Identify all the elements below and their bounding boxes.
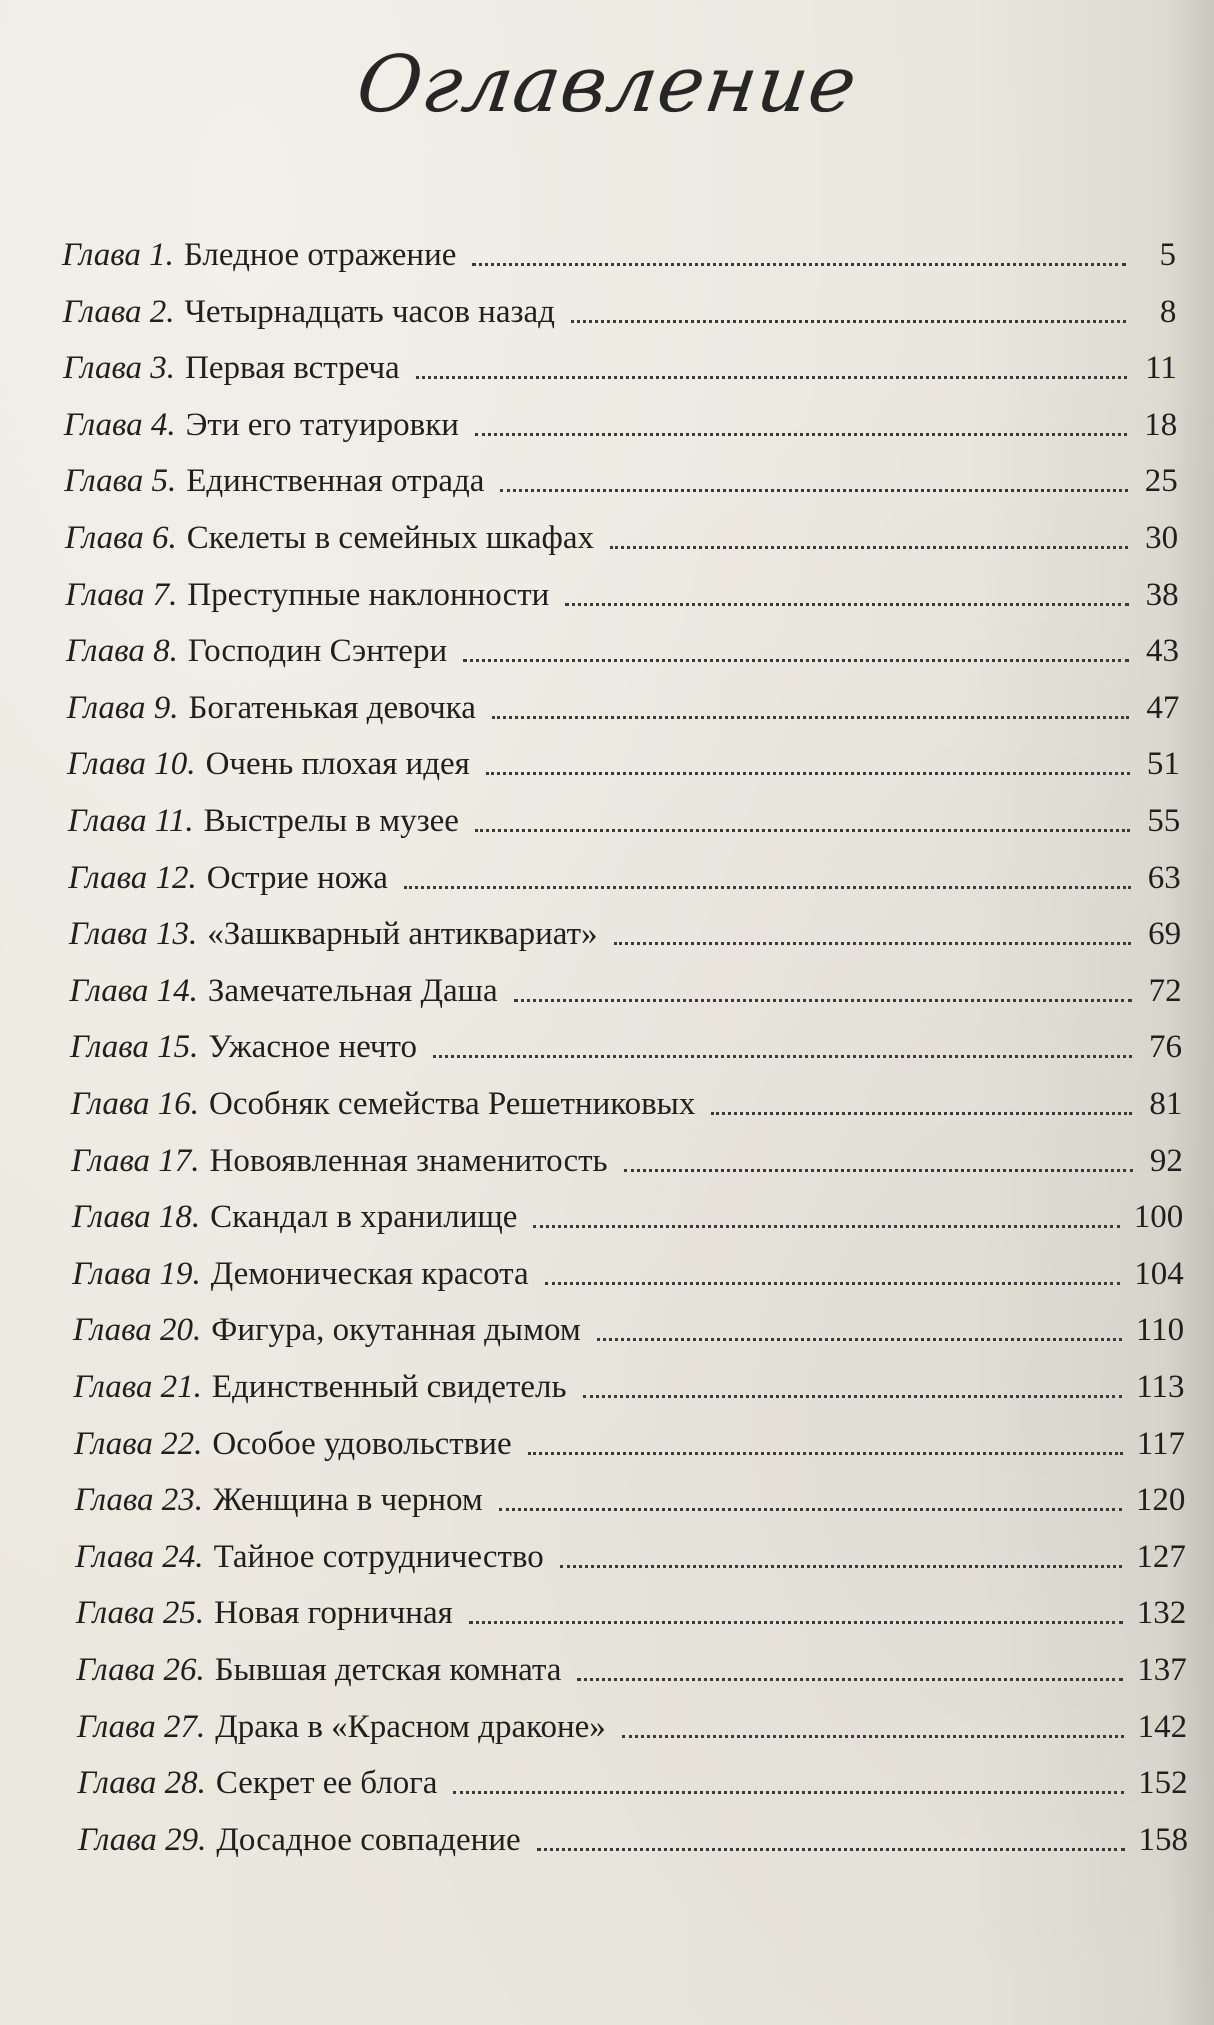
toc-entry	[77, 1702, 1187, 1752]
toc-entry	[75, 1475, 1186, 1525]
dot-leader	[475, 829, 1130, 832]
chapter-title: Четырнадцать часов назад	[184, 293, 555, 330]
chapter-number: Глава 12.	[68, 859, 197, 896]
page-number: 69	[1148, 916, 1182, 953]
page-number: 51	[1146, 746, 1180, 783]
page-number: 158	[1138, 1821, 1188, 1858]
chapter-title: Господин Сэнтери	[187, 633, 448, 670]
chapter-number: Глава 25.	[75, 1595, 205, 1632]
toc-entry	[63, 287, 1177, 337]
chapter-number: Глава 1.	[62, 237, 174, 273]
chapter-title: Досадное совпадение	[216, 1821, 521, 1858]
toc-entry	[71, 1136, 1183, 1186]
chapter-title: Драка в «Красном драконе»	[215, 1708, 606, 1745]
page-number: 137	[1137, 1652, 1187, 1688]
dot-leader	[433, 1055, 1132, 1058]
toc-entry	[76, 1645, 1186, 1695]
page-number: 152	[1138, 1765, 1188, 1802]
page-number: 5	[1159, 237, 1176, 273]
chapter-number: Глава 15.	[70, 1029, 199, 1066]
chapter-number: Глава 27.	[76, 1708, 206, 1745]
toc-entry	[64, 400, 1178, 450]
chapter-title: Выстрелы в музее	[203, 803, 459, 839]
toc-entry	[69, 966, 1181, 1016]
toc-entry	[76, 1588, 1187, 1638]
dot-leader	[610, 546, 1128, 549]
chapter-title: Замечательная Даша	[207, 972, 498, 1009]
dot-leader	[486, 772, 1130, 775]
chapter-number: Глава 3.	[63, 350, 176, 387]
dot-leader	[453, 1791, 1124, 1794]
chapter-title: Ужасное нечто	[208, 1029, 418, 1066]
page-number: 55	[1147, 803, 1181, 839]
toc-entry	[73, 1305, 1184, 1355]
dot-leader	[528, 1452, 1123, 1455]
chapter-number: Глава 29.	[78, 1821, 207, 1858]
chapter-number: Глава 23.	[74, 1482, 203, 1519]
toc-entry	[72, 1249, 1183, 1299]
chapter-number: Глава 11.	[67, 803, 194, 839]
chapter-title: Скелеты в семейных шкафах	[186, 520, 595, 556]
page-number: 92	[1149, 1142, 1183, 1179]
page-number: 11	[1145, 350, 1177, 387]
chapter-title: Новая горничная	[214, 1595, 453, 1632]
page-number: 38	[1145, 576, 1179, 613]
toc-entry	[73, 1362, 1184, 1412]
chapter-title: Новоявленная знаменитость	[209, 1142, 608, 1179]
toc-entry	[67, 739, 1180, 789]
chapter-number: Глава 10.	[67, 746, 196, 783]
dot-leader	[499, 1508, 1122, 1511]
toc-entry	[64, 456, 1177, 506]
toc-entry	[74, 1419, 1185, 1469]
page-number: 120	[1135, 1482, 1186, 1519]
chapter-title: Первая встреча	[185, 350, 400, 387]
chapter-number: Глава 21.	[73, 1369, 202, 1405]
chapter-title: Богатенькая девочка	[188, 689, 476, 726]
toc-entry	[77, 1758, 1187, 1808]
page-number: 117	[1136, 1425, 1185, 1462]
chapter-number: Глава 13.	[68, 916, 198, 953]
chapter-title: Секрет ее блога	[215, 1765, 438, 1802]
toc-entry	[62, 230, 1176, 280]
toc-entry	[75, 1532, 1186, 1582]
toc-entry	[65, 570, 1178, 620]
dot-leader	[577, 1678, 1123, 1681]
dot-leader	[560, 1565, 1123, 1568]
page-number: 43	[1146, 633, 1179, 670]
page-number: 142	[1137, 1708, 1188, 1745]
dot-leader	[597, 1338, 1122, 1341]
dot-leader	[475, 433, 1127, 436]
page-number: 63	[1147, 859, 1181, 896]
page-number: 110	[1135, 1312, 1185, 1349]
dot-leader	[565, 603, 1128, 606]
chapter-title: Единственная отрада	[186, 463, 485, 500]
dot-leader	[492, 716, 1130, 719]
toc-entry	[78, 1815, 1188, 1865]
page-number: 47	[1146, 689, 1180, 726]
chapter-number: Глава 8.	[66, 633, 178, 670]
page-number: 8	[1159, 293, 1177, 330]
chapter-title: Особняк семейства Решетниковых	[208, 1086, 696, 1122]
chapter-number: Глава 20.	[72, 1312, 202, 1349]
dot-leader	[583, 1395, 1123, 1398]
chapter-title: Очень плохая идея	[205, 746, 470, 783]
dot-leader	[472, 263, 1126, 266]
chapter-number: Глава 4.	[63, 406, 176, 443]
chapter-title: Эти его татуировки	[185, 406, 459, 443]
toc-entry	[65, 513, 1178, 563]
dot-leader	[624, 1169, 1133, 1172]
toc-entry	[68, 853, 1180, 903]
chapter-number: Глава 9.	[66, 689, 179, 726]
chapter-number: Глава 17.	[71, 1142, 200, 1179]
toc-entry	[71, 1079, 1183, 1129]
chapter-number: Глава 22.	[74, 1425, 203, 1462]
toc-entry	[68, 796, 1181, 846]
chapter-title: Фигура, окутанная дымом	[211, 1312, 581, 1349]
dot-leader	[545, 1282, 1121, 1285]
dot-leader	[416, 376, 1127, 379]
page-number: 18	[1144, 406, 1178, 443]
dot-leader	[404, 886, 1131, 889]
dot-leader	[500, 489, 1127, 492]
page-number: 76	[1149, 1029, 1182, 1066]
chapter-title: Демоническая красота	[210, 1255, 529, 1292]
chapter-number: Глава 19.	[72, 1255, 201, 1292]
page-number: 25	[1144, 463, 1178, 500]
dot-leader	[533, 1225, 1119, 1228]
chapter-number: Глава 18.	[71, 1199, 201, 1236]
chapter-number: Глава 7.	[65, 576, 178, 613]
dot-leader	[614, 942, 1132, 945]
toc-entry	[63, 343, 1177, 393]
toc-entry	[69, 909, 1181, 959]
dot-leader	[469, 1621, 1123, 1624]
toc-entry	[70, 1022, 1182, 1072]
page-number: 127	[1136, 1538, 1186, 1575]
dot-leader	[571, 320, 1126, 323]
page-number: 72	[1148, 972, 1182, 1009]
page-number: 30	[1145, 520, 1179, 556]
chapter-title: Острие ножа	[206, 859, 388, 896]
dot-leader	[514, 999, 1132, 1002]
page-number: 113	[1136, 1369, 1185, 1405]
page-number: 104	[1134, 1255, 1184, 1292]
page-title: Оглавление	[351, 40, 863, 130]
toc-entry	[66, 626, 1179, 676]
page-number: 100	[1133, 1199, 1184, 1236]
chapter-title: Скандал в хранилище	[210, 1199, 518, 1236]
chapter-number: Глава 24.	[75, 1538, 204, 1575]
chapter-number: Глава 26.	[76, 1652, 205, 1688]
chapter-title: Единственный свидетель	[211, 1369, 567, 1405]
page-number: 81	[1149, 1086, 1183, 1122]
dot-leader	[537, 1848, 1125, 1851]
dot-leader	[711, 1112, 1132, 1115]
chapter-title: Бывшая детская комната	[214, 1652, 562, 1688]
chapter-number: Глава 28.	[77, 1765, 206, 1802]
chapter-number: Глава 16.	[70, 1086, 199, 1122]
chapter-number: Глава 2.	[62, 293, 175, 330]
chapter-title: «Зашкварный антиквариат»	[207, 916, 598, 953]
chapter-title: Тайное сотрудничество	[213, 1538, 544, 1575]
dot-leader	[463, 659, 1129, 662]
chapter-number: Глава 5.	[64, 463, 177, 500]
toc-entry	[72, 1192, 1184, 1242]
toc-entry	[67, 683, 1180, 733]
chapter-title: Бледное отражение	[183, 237, 457, 273]
dot-leader	[622, 1735, 1124, 1738]
chapter-number: Глава 14.	[69, 972, 198, 1009]
chapter-title: Женщина в черном	[212, 1482, 483, 1519]
page-number: 132	[1136, 1595, 1187, 1632]
chapter-title: Особое удовольствие	[212, 1425, 512, 1462]
chapter-title: Преступные наклонности	[187, 576, 550, 613]
chapter-number: Глава 6.	[64, 520, 177, 556]
